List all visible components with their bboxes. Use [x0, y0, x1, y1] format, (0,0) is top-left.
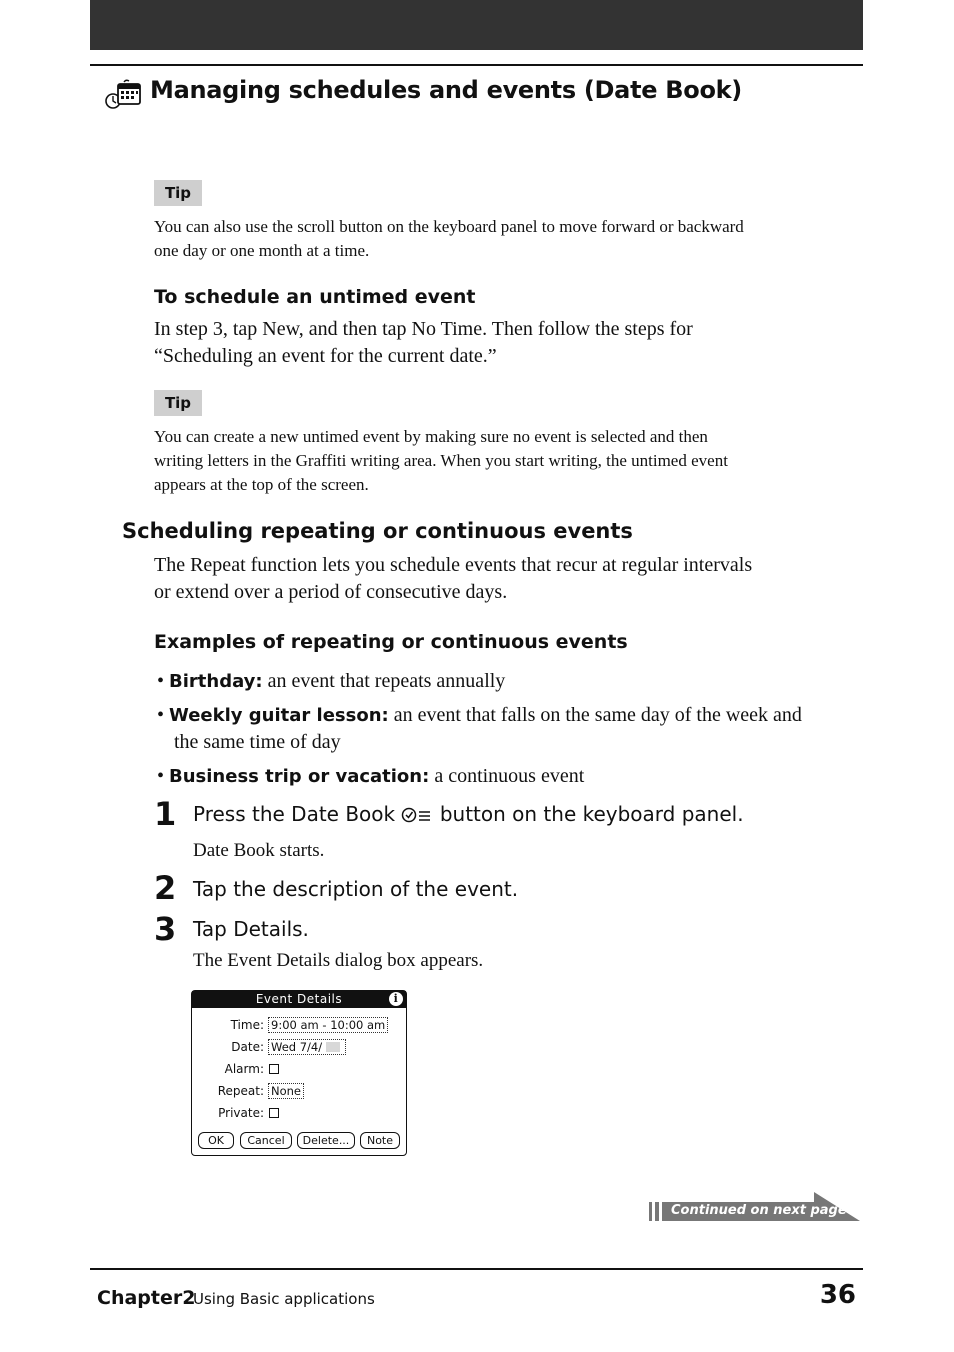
private-label: Private:	[218, 1106, 264, 1120]
repeat-selector[interactable]: None	[268, 1083, 304, 1099]
step-number: 3	[154, 910, 177, 948]
untimed-heading: To schedule an untimed event	[154, 286, 476, 308]
body-line: In step 3, tap New, and then tap No Time. Then follow the steps for	[154, 318, 693, 340]
step-result: Date Book starts.	[193, 840, 325, 861]
list-item: • Birthday: an event that repeats annually	[157, 670, 506, 692]
private-checkbox[interactable]	[269, 1108, 279, 1118]
dialog-title	[192, 991, 406, 1008]
step-text-part: button on the keyboard panel.	[433, 802, 744, 826]
untimed-body	[154, 316, 693, 370]
footer-rule	[90, 1268, 863, 1270]
alarm-checkbox[interactable]	[269, 1064, 279, 1074]
delete-button[interactable]: Delete...	[297, 1132, 355, 1149]
tip-text-line: You can create a new untimed event by making sure no event is selected and then	[154, 427, 708, 446]
private-row	[192, 1104, 406, 1122]
step-result: The Event Details dialog box appears.	[193, 950, 484, 971]
body-line: or extend over a period of consecutive days.	[154, 581, 508, 603]
section-body	[154, 552, 752, 606]
date-book-button-icon	[401, 806, 433, 824]
tip-badge: Tip	[154, 390, 202, 416]
date-label: Date:	[231, 1040, 264, 1054]
continued-banner	[648, 1192, 862, 1222]
continued-text: Continued on next page	[671, 1203, 847, 1218]
section-heading: Scheduling repeating or continuous events	[122, 519, 633, 543]
step-number: 2	[154, 869, 177, 907]
examples-heading: Examples of repeating or continuous events	[154, 631, 628, 653]
time-field[interactable]: 9:00 am - 10:00 am	[268, 1017, 388, 1033]
tip-badge: Tip	[154, 180, 202, 206]
top-banner	[90, 0, 863, 50]
repeat-row	[192, 1082, 406, 1100]
date-row	[192, 1038, 406, 1056]
body-line: The Repeat function lets you schedule events that recur at regular intervals	[154, 554, 753, 576]
time-label: Time:	[230, 1018, 264, 1032]
bullet-term: Birthday:	[169, 671, 263, 692]
list-item: • Business trip or vacation: a continuous event	[157, 765, 585, 787]
note-button[interactable]: Note	[360, 1132, 400, 1149]
dialog-title-text: Event Details	[255, 992, 343, 1006]
chapter-title: Using Basic applications	[193, 1290, 375, 1308]
step-number: 1	[154, 795, 177, 833]
tip-text	[154, 425, 728, 497]
bullet-text: an event that falls on the same day of the week and	[388, 704, 802, 726]
event-details-dialog	[191, 990, 407, 1156]
header-rule	[90, 64, 863, 66]
date-book-icon	[104, 78, 144, 110]
info-icon[interactable]: i	[389, 992, 403, 1006]
page-title: Managing schedules and events (Date Book)	[150, 76, 742, 104]
time-row	[192, 1016, 406, 1034]
tip-text-line: appears at the top of the screen.	[154, 475, 369, 494]
ok-button[interactable]: OK	[198, 1132, 234, 1149]
step-text	[193, 802, 744, 826]
step-text: Tap the description of the event.	[193, 877, 519, 901]
cancel-button[interactable]: Cancel	[240, 1132, 292, 1149]
step-text: Tap Details.	[193, 917, 309, 941]
date-value: Wed 7/4/	[271, 1040, 323, 1054]
bullet-term: Weekly guitar lesson:	[169, 705, 389, 726]
tip-text	[154, 215, 744, 263]
bullet-text: a continuous event	[429, 765, 585, 787]
page-number: 36	[819, 1280, 856, 1310]
list-item: • Weekly guitar lesson: an event that falls on the same day of the week and the same time of day	[157, 702, 857, 756]
tip-text-line: You can also use the scroll button on the keyboard panel to move forward or backward	[154, 217, 744, 236]
chapter-label: Chapter2	[97, 1287, 196, 1309]
repeat-label: Repeat:	[217, 1084, 264, 1098]
tip-text-line: writing letters in the Graffiti writing area. When you start writing, the untimed event	[154, 451, 728, 470]
bullet-text: an event that repeats annually	[262, 670, 506, 692]
alarm-label: Alarm:	[224, 1062, 264, 1076]
tip-text-line: one day or one month at a time.	[154, 241, 370, 260]
bullet-continuation: the same time of day	[174, 731, 341, 753]
step-text-part: Press the Date Book	[193, 802, 402, 826]
bullet-term: Business trip or vacation:	[169, 766, 430, 787]
alarm-row	[192, 1060, 406, 1078]
date-field[interactable]	[268, 1039, 346, 1055]
body-line: “Scheduling an event for the current date.”	[154, 345, 497, 367]
date-year-redacted	[326, 1042, 340, 1052]
